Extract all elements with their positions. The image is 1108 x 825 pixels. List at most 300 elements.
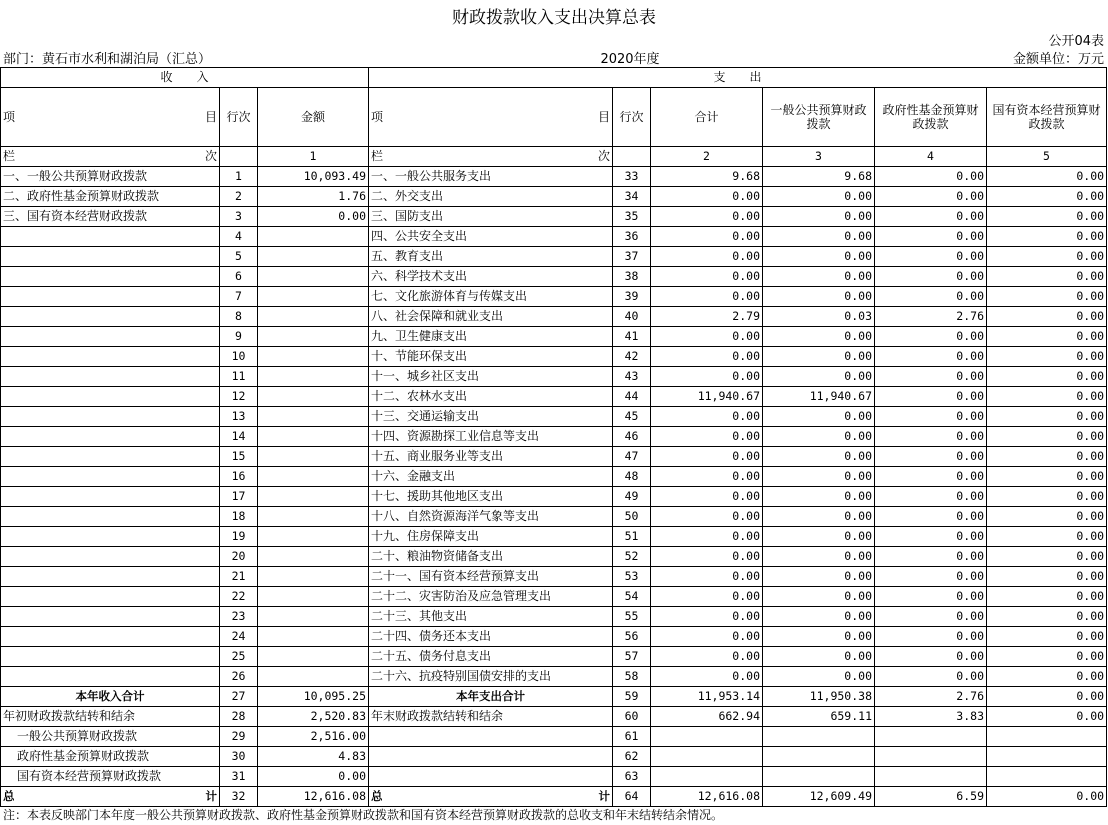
grand-total-general: 12,609.49 (763, 787, 875, 807)
expense-general: 0.00 (763, 527, 875, 547)
expense-capital: 0.00 (987, 287, 1107, 307)
expense-general: 0.00 (763, 587, 875, 607)
expense-total: 0.00 (651, 527, 763, 547)
row-no: 60 (613, 707, 651, 727)
row-no: 46 (613, 427, 651, 447)
expense-total: 0.00 (651, 247, 763, 267)
report-title-bar (0, 0, 1108, 30)
expense-general: 0.00 (763, 207, 875, 227)
expense-total: 11,940.67 (651, 387, 763, 407)
expense-capital: 0.00 (987, 267, 1107, 287)
income-item (1, 307, 220, 327)
expense-general: 0.00 (763, 227, 875, 247)
table-row (1, 607, 1107, 627)
empty-cell (369, 727, 613, 747)
expense-fund: 0.00 (875, 387, 987, 407)
expense-fund: 0.00 (875, 547, 987, 567)
expense-fund: 0.00 (875, 327, 987, 347)
end-balance-label: 年末财政拨款结转和结余 (369, 707, 613, 727)
empty-cell (875, 767, 987, 787)
expense-total-fund: 2.76 (875, 687, 987, 707)
expense-capital: 0.00 (987, 607, 1107, 627)
expense-general: 0.00 (763, 287, 875, 307)
expense-general: 0.00 (763, 507, 875, 527)
row-no: 28 (220, 707, 258, 727)
income-item (1, 427, 220, 447)
income-item (1, 607, 220, 627)
form-code: 公开04表 (1048, 34, 1104, 49)
expense-capital: 0.00 (987, 527, 1107, 547)
expense-item: 一、一般公共服务支出 (369, 167, 613, 187)
general-budget-header: 一般公共预算财政拨款 (763, 88, 875, 147)
row-no: 22 (220, 587, 258, 607)
table-row (1, 207, 1107, 227)
col-index-4: 4 (875, 147, 987, 167)
expense-general: 0.00 (763, 367, 875, 387)
income-amount (258, 527, 369, 547)
expense-header: 支 出 (369, 68, 1107, 88)
row-no: 16 (220, 467, 258, 487)
income-amount: 0.00 (258, 207, 369, 227)
row-no: 27 (220, 687, 258, 707)
empty-cell (369, 747, 613, 767)
income-amount (258, 347, 369, 367)
row-no: 56 (613, 627, 651, 647)
expense-capital: 0.00 (987, 447, 1107, 467)
begin-balance-amount: 2,520.83 (258, 707, 369, 727)
expense-item: 二、外交支出 (369, 187, 613, 207)
row-no: 1 (220, 167, 258, 187)
expense-total: 0.00 (651, 607, 763, 627)
expense-general: 0.00 (763, 447, 875, 467)
income-header: 收 入 (1, 68, 369, 88)
table-row (1, 247, 1107, 267)
row-no: 58 (613, 667, 651, 687)
expense-fund: 0.00 (875, 407, 987, 427)
row-no: 21 (220, 567, 258, 587)
row-no: 36 (613, 227, 651, 247)
income-item (1, 567, 220, 587)
expense-item: 十七、援助其他地区支出 (369, 487, 613, 507)
income-amount (258, 607, 369, 627)
row-no: 12 (220, 387, 258, 407)
row-no: 6 (220, 267, 258, 287)
row-no: 10 (220, 347, 258, 367)
expense-fund: 0.00 (875, 347, 987, 367)
sub-fund-amount: 4.83 (258, 747, 369, 767)
report-title: 财政拨款收入支出决算总表 (452, 8, 656, 28)
row-no: 34 (613, 187, 651, 207)
expense-fund: 0.00 (875, 167, 987, 187)
expense-fund: 0.00 (875, 447, 987, 467)
expense-general: 0.00 (763, 647, 875, 667)
grand-total-label-2: 总 计 (369, 787, 613, 807)
income-item (1, 267, 220, 287)
table-row (1, 267, 1107, 287)
income-item (1, 467, 220, 487)
row-no: 26 (220, 667, 258, 687)
income-item: 二、政府性基金预算财政拨款 (1, 187, 220, 207)
table-row (1, 327, 1107, 347)
expense-capital: 0.00 (987, 627, 1107, 647)
empty-cell (613, 147, 651, 167)
expense-total-label: 本年支出合计 (369, 687, 613, 707)
expense-fund: 0.00 (875, 627, 987, 647)
expense-capital: 0.00 (987, 407, 1107, 427)
expense-capital: 0.00 (987, 307, 1107, 327)
expense-capital: 0.00 (987, 467, 1107, 487)
sub-capital-label: 国有资本经营预算财政拨款 (1, 767, 220, 787)
expense-general: 0.00 (763, 347, 875, 367)
expense-general: 0.00 (763, 467, 875, 487)
row-no: 37 (613, 247, 651, 267)
row-no: 24 (220, 627, 258, 647)
fiscal-year: 2020年度 (600, 52, 660, 67)
expense-item: 九、卫生健康支出 (369, 327, 613, 347)
empty-cell (763, 727, 875, 747)
row-no: 3 (220, 207, 258, 227)
income-amount (258, 367, 369, 387)
expense-total: 0.00 (651, 447, 763, 467)
expense-general: 0.00 (763, 327, 875, 347)
amount-unit: 金额单位：万元 (1012, 52, 1104, 67)
expense-fund: 0.00 (875, 507, 987, 527)
row-no: 18 (220, 507, 258, 527)
expense-total: 0.00 (651, 627, 763, 647)
expense-capital: 0.00 (987, 167, 1107, 187)
row-no: 40 (613, 307, 651, 327)
table-row (1, 487, 1107, 507)
col-index-1: 1 (258, 147, 369, 167)
table-row (1, 427, 1107, 447)
expense-capital: 0.00 (987, 187, 1107, 207)
income-amount (258, 567, 369, 587)
income-item (1, 327, 220, 347)
expense-fund: 0.00 (875, 667, 987, 687)
expense-fund: 0.00 (875, 427, 987, 447)
amount-header: 金额 (258, 88, 369, 147)
income-amount: 10,093.49 (258, 167, 369, 187)
income-item (1, 587, 220, 607)
expense-fund: 0.00 (875, 227, 987, 247)
end-balance-general: 659.11 (763, 707, 875, 727)
expense-general: 11,940.67 (763, 387, 875, 407)
row-no: 64 (613, 787, 651, 807)
row-no: 32 (220, 787, 258, 807)
department-label: 部门：黄石市水利和湖泊局（汇总） (3, 52, 212, 67)
expense-fund: 0.00 (875, 187, 987, 207)
expense-fund: 0.00 (875, 587, 987, 607)
income-amount (258, 267, 369, 287)
expense-item: 二十、粮油物资储备支出 (369, 547, 613, 567)
expense-general: 0.03 (763, 307, 875, 327)
row-no: 7 (220, 287, 258, 307)
row-no: 52 (613, 547, 651, 567)
table-row (1, 287, 1107, 307)
expense-general: 0.00 (763, 607, 875, 627)
empty-cell (987, 767, 1107, 787)
income-item (1, 647, 220, 667)
expense-item: 二十一、国有资本经营预算支出 (369, 567, 613, 587)
expense-total: 0.00 (651, 207, 763, 227)
expense-general: 0.00 (763, 187, 875, 207)
empty-cell (763, 767, 875, 787)
income-item (1, 367, 220, 387)
income-amount (258, 647, 369, 667)
row-no-header-2: 行次 (613, 88, 651, 147)
expense-capital: 0.00 (987, 327, 1107, 347)
row-no: 45 (613, 407, 651, 427)
income-amount (258, 547, 369, 567)
expense-general: 0.00 (763, 487, 875, 507)
row-no: 15 (220, 447, 258, 467)
income-item (1, 527, 220, 547)
expense-item: 六、科学技术支出 (369, 267, 613, 287)
row-no: 9 (220, 327, 258, 347)
column-index-label: 栏 次 (1, 147, 220, 167)
empty-cell (987, 747, 1107, 767)
end-balance-sum: 662.94 (651, 707, 763, 727)
expense-capital: 0.00 (987, 207, 1107, 227)
row-no: 14 (220, 427, 258, 447)
expense-fund: 2.76 (875, 307, 987, 327)
expense-capital: 0.00 (987, 487, 1107, 507)
expense-item: 七、文化旅游体育与传媒支出 (369, 287, 613, 307)
expense-total-capital: 0.00 (987, 687, 1107, 707)
income-amount (258, 487, 369, 507)
income-amount: 1.76 (258, 187, 369, 207)
row-no: 31 (220, 767, 258, 787)
table-row (1, 407, 1107, 427)
expense-item: 十九、住房保障支出 (369, 527, 613, 547)
grand-total-amount: 12,616.08 (258, 787, 369, 807)
col-index-2: 2 (651, 147, 763, 167)
row-no: 61 (613, 727, 651, 747)
expense-total: 9.68 (651, 167, 763, 187)
income-amount (258, 387, 369, 407)
expense-total-general: 11,950.38 (763, 687, 875, 707)
income-amount (258, 507, 369, 527)
row-no: 47 (613, 447, 651, 467)
row-no: 2 (220, 187, 258, 207)
empty-cell (651, 767, 763, 787)
expense-item: 二十五、债务付息支出 (369, 647, 613, 667)
row-no: 53 (613, 567, 651, 587)
row-no: 50 (613, 507, 651, 527)
grand-total-fund: 6.59 (875, 787, 987, 807)
sub-fund-label: 政府性基金预算财政拨款 (1, 747, 220, 767)
row-no: 25 (220, 647, 258, 667)
expense-total: 0.00 (651, 347, 763, 367)
col-index-5: 5 (987, 147, 1107, 167)
row-no: 4 (220, 227, 258, 247)
empty-cell (651, 747, 763, 767)
begin-balance-label: 年初财政拨款结转和结余 (1, 707, 220, 727)
expense-capital: 0.00 (987, 667, 1107, 687)
income-item (1, 287, 220, 307)
income-item (1, 507, 220, 527)
income-item (1, 347, 220, 367)
expense-total: 0.00 (651, 667, 763, 687)
sub-general-amount: 2,516.00 (258, 727, 369, 747)
income-item (1, 227, 220, 247)
income-item (1, 547, 220, 567)
expense-fund: 0.00 (875, 527, 987, 547)
expense-item: 十六、金融支出 (369, 467, 613, 487)
empty-cell (875, 747, 987, 767)
income-total-amount: 10,095.25 (258, 687, 369, 707)
expense-total-sum: 11,953.14 (651, 687, 763, 707)
empty-cell (369, 767, 613, 787)
row-no: 43 (613, 367, 651, 387)
table-row (1, 627, 1107, 647)
row-no: 20 (220, 547, 258, 567)
table-row (1, 507, 1107, 527)
empty-cell (763, 747, 875, 767)
expense-capital: 0.00 (987, 567, 1107, 587)
expense-total: 0.00 (651, 367, 763, 387)
income-amount (258, 427, 369, 447)
expense-capital: 0.00 (987, 227, 1107, 247)
row-no: 5 (220, 247, 258, 267)
expense-capital: 0.00 (987, 647, 1107, 667)
expense-fund: 0.00 (875, 287, 987, 307)
income-amount (258, 447, 369, 467)
expense-fund: 0.00 (875, 487, 987, 507)
expense-total: 0.00 (651, 547, 763, 567)
empty-cell (987, 727, 1107, 747)
row-no: 39 (613, 287, 651, 307)
income-item: 一、一般公共预算财政拨款 (1, 167, 220, 187)
income-amount (258, 307, 369, 327)
expense-item: 十二、农林水支出 (369, 387, 613, 407)
expense-fund: 0.00 (875, 647, 987, 667)
sub-general-label: 一般公共预算财政拨款 (1, 727, 220, 747)
row-no: 30 (220, 747, 258, 767)
empty-cell (220, 147, 258, 167)
expense-total: 0.00 (651, 587, 763, 607)
income-amount (258, 327, 369, 347)
expense-total: 0.00 (651, 467, 763, 487)
row-no: 38 (613, 267, 651, 287)
table-row (1, 647, 1107, 667)
expense-total: 0.00 (651, 227, 763, 247)
row-no: 62 (613, 747, 651, 767)
expense-capital: 0.00 (987, 427, 1107, 447)
expense-total: 0.00 (651, 507, 763, 527)
expense-general: 0.00 (763, 547, 875, 567)
expense-item: 三、国防支出 (369, 207, 613, 227)
row-no: 42 (613, 347, 651, 367)
expense-total: 2.79 (651, 307, 763, 327)
table-row (1, 587, 1107, 607)
expense-fund: 0.00 (875, 567, 987, 587)
table-row (1, 167, 1107, 187)
row-no: 19 (220, 527, 258, 547)
expense-fund: 0.00 (875, 467, 987, 487)
item-header-left: 项 目 (1, 88, 220, 147)
expense-general: 0.00 (763, 667, 875, 687)
table-row (1, 467, 1107, 487)
expense-general: 0.00 (763, 407, 875, 427)
income-amount (258, 247, 369, 267)
expense-total: 0.00 (651, 327, 763, 347)
expense-general: 0.00 (763, 567, 875, 587)
finance-table (0, 67, 1107, 807)
income-item (1, 247, 220, 267)
expense-item: 五、教育支出 (369, 247, 613, 267)
expense-capital: 0.00 (987, 507, 1107, 527)
row-no: 29 (220, 727, 258, 747)
row-no: 17 (220, 487, 258, 507)
table-row (1, 187, 1107, 207)
expense-total: 0.00 (651, 487, 763, 507)
expense-item: 十五、商业服务业等支出 (369, 447, 613, 467)
row-no: 48 (613, 467, 651, 487)
table-row (1, 307, 1107, 327)
state-capital-header: 国有资本经营预算财政拨款 (987, 88, 1107, 147)
income-amount (258, 627, 369, 647)
income-amount (258, 467, 369, 487)
expense-capital: 0.00 (987, 387, 1107, 407)
expense-capital: 0.00 (987, 547, 1107, 567)
end-balance-capital: 0.00 (987, 707, 1107, 727)
row-no: 57 (613, 647, 651, 667)
row-no: 54 (613, 587, 651, 607)
row-no: 59 (613, 687, 651, 707)
expense-total: 0.00 (651, 427, 763, 447)
expense-fund: 0.00 (875, 367, 987, 387)
footnote: 注：本表反映部门本年度一般公共预算财政拨款、政府性基金预算财政拨款和国有资本经营预算财政拨款的总收支和年末结转结余情况。 (3, 808, 724, 822)
sub-capital-amount: 0.00 (258, 767, 369, 787)
row-no-header: 行次 (220, 88, 258, 147)
row-no: 11 (220, 367, 258, 387)
expense-total: 0.00 (651, 407, 763, 427)
income-item: 三、国有资本经营财政拨款 (1, 207, 220, 227)
expense-fund: 0.00 (875, 607, 987, 627)
expense-item: 八、社会保障和就业支出 (369, 307, 613, 327)
row-no: 23 (220, 607, 258, 627)
income-item (1, 667, 220, 687)
expense-fund: 0.00 (875, 207, 987, 227)
expense-total: 0.00 (651, 267, 763, 287)
end-balance-fund: 3.83 (875, 707, 987, 727)
income-item (1, 487, 220, 507)
grand-total-capital: 0.00 (987, 787, 1107, 807)
table-row (1, 227, 1107, 247)
expense-item: 二十二、灾害防治及应急管理支出 (369, 587, 613, 607)
empty-cell (651, 727, 763, 747)
table-row (1, 527, 1107, 547)
table-row (1, 387, 1107, 407)
row-no: 13 (220, 407, 258, 427)
row-no: 63 (613, 767, 651, 787)
expense-fund: 0.00 (875, 247, 987, 267)
expense-item: 十一、城乡社区支出 (369, 367, 613, 387)
expense-capital: 0.00 (987, 367, 1107, 387)
expense-general: 0.00 (763, 247, 875, 267)
item-header-right: 项 目 (369, 88, 613, 147)
table-row (1, 367, 1107, 387)
expense-general: 0.00 (763, 427, 875, 447)
income-amount (258, 587, 369, 607)
expense-general: 0.00 (763, 627, 875, 647)
gov-fund-header: 政府性基金预算财政拨款 (875, 88, 987, 147)
income-amount (258, 287, 369, 307)
expense-total: 0.00 (651, 567, 763, 587)
expense-total: 0.00 (651, 647, 763, 667)
expense-item: 二十四、债务还本支出 (369, 627, 613, 647)
